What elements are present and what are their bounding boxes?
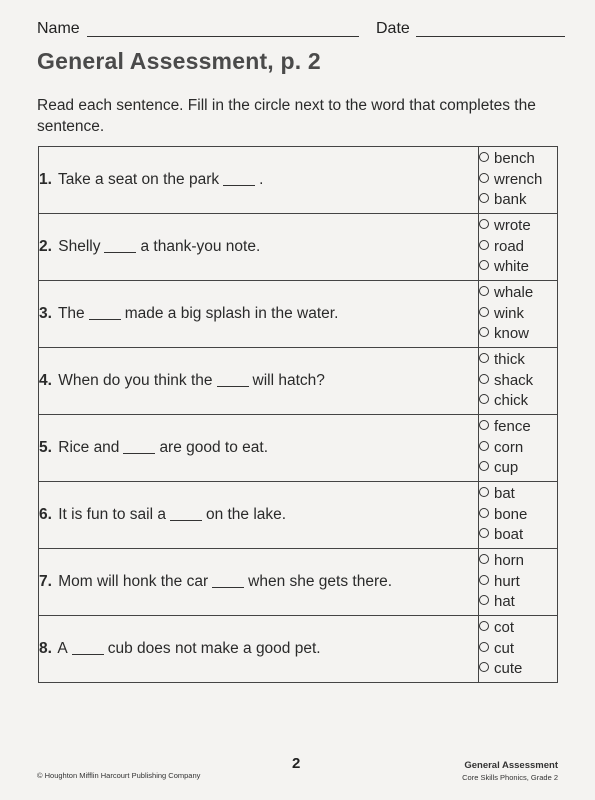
- question-after: a thank-you note.: [140, 238, 261, 255]
- option-label: wink: [494, 304, 525, 322]
- answer-option[interactable]: [479, 572, 557, 593]
- option-label: thick: [494, 351, 525, 369]
- question-table: [38, 146, 558, 683]
- answer-options: [479, 147, 558, 214]
- question-after: .: [259, 171, 264, 188]
- option-label: whale: [494, 284, 534, 302]
- radio-circle-icon[interactable]: [479, 327, 489, 337]
- answer-option[interactable]: [479, 438, 557, 459]
- question-before: Take a seat on the park: [57, 171, 220, 188]
- question-row: [39, 147, 558, 214]
- answer-option[interactable]: [479, 417, 557, 438]
- answer-blank: [217, 386, 249, 387]
- answer-option[interactable]: [479, 190, 557, 211]
- page-title: General Assessment, p. 2: [37, 48, 321, 74]
- question-before: It is fun to sail a: [58, 506, 166, 523]
- question-text: [39, 616, 479, 683]
- option-label: shack: [494, 371, 534, 389]
- question-after: made a big splash in the water.: [124, 305, 339, 322]
- answer-options: [479, 415, 558, 482]
- question-before: When do you think the: [58, 372, 213, 389]
- radio-circle-icon[interactable]: [479, 554, 489, 564]
- question-text: [39, 281, 479, 348]
- answer-option[interactable]: [479, 237, 557, 258]
- answer-blank: [72, 654, 104, 655]
- radio-circle-icon[interactable]: [479, 508, 489, 518]
- radio-circle-icon[interactable]: [479, 595, 489, 605]
- question-number: 1.: [39, 171, 52, 188]
- question-row: [39, 616, 558, 683]
- answer-option[interactable]: [479, 639, 557, 660]
- option-label: cot: [494, 619, 515, 637]
- option-label: fence: [494, 418, 531, 436]
- answer-options: [479, 348, 558, 415]
- option-label: boat: [494, 526, 524, 544]
- option-label: cup: [494, 459, 519, 477]
- answer-option[interactable]: [479, 659, 557, 680]
- instructions: Read each sentence. Fill in the circle next to the word that completes the sentence.: [37, 97, 536, 135]
- name-label: Name: [37, 20, 80, 37]
- question-text: [39, 348, 479, 415]
- answer-option[interactable]: [479, 484, 557, 505]
- date-label: Date: [376, 20, 410, 37]
- footer-info: [462, 760, 558, 782]
- radio-circle-icon[interactable]: [479, 286, 489, 296]
- radio-circle-icon[interactable]: [479, 152, 489, 162]
- answer-option[interactable]: [479, 618, 557, 639]
- answer-options: [479, 616, 558, 683]
- question-row: [39, 482, 558, 549]
- radio-circle-icon[interactable]: [479, 353, 489, 363]
- answer-option[interactable]: [479, 458, 557, 479]
- radio-circle-icon[interactable]: [479, 642, 489, 652]
- answer-option[interactable]: [479, 551, 557, 572]
- question-text: [39, 415, 479, 482]
- option-label: cute: [494, 660, 523, 678]
- question-row: [39, 214, 558, 281]
- radio-circle-icon[interactable]: [479, 240, 489, 250]
- radio-circle-icon[interactable]: [479, 193, 489, 203]
- answer-blank: [223, 185, 255, 186]
- question-text: [39, 147, 479, 214]
- answer-blank: [212, 587, 244, 588]
- radio-circle-icon[interactable]: [479, 575, 489, 585]
- radio-circle-icon[interactable]: [479, 528, 489, 538]
- radio-circle-icon[interactable]: [479, 173, 489, 183]
- question-number: 6.: [39, 506, 52, 523]
- question-row: [39, 281, 558, 348]
- option-label: corn: [494, 438, 524, 456]
- option-label: chick: [494, 392, 529, 410]
- question-text: [39, 482, 479, 549]
- option-label: know: [494, 325, 530, 343]
- answer-options: [479, 281, 558, 348]
- page-number: 2: [292, 755, 301, 772]
- question-text: [39, 549, 479, 616]
- option-label: hat: [494, 593, 515, 611]
- radio-circle-icon[interactable]: [479, 487, 489, 497]
- answer-options: [479, 214, 558, 281]
- option-label: horn: [494, 552, 525, 570]
- answer-option[interactable]: [479, 216, 557, 237]
- question-number: 2.: [39, 238, 52, 255]
- answer-blank: [123, 453, 155, 454]
- name-field[interactable]: [87, 36, 359, 37]
- question-row: [39, 348, 558, 415]
- answer-option[interactable]: [479, 391, 557, 412]
- option-label: bone: [494, 505, 528, 523]
- question-before: Rice and: [58, 439, 120, 456]
- answer-blank: [170, 520, 202, 521]
- answer-option[interactable]: [479, 371, 557, 392]
- date-field[interactable]: [416, 36, 565, 37]
- radio-circle-icon[interactable]: [479, 260, 489, 270]
- option-label: bat: [494, 485, 515, 503]
- footer-title: General Assessment: [464, 760, 558, 771]
- option-label: bank: [494, 191, 527, 209]
- answer-blank: [89, 319, 121, 320]
- answer-option[interactable]: [479, 283, 557, 304]
- answer-options: [479, 549, 558, 616]
- question-after: on the lake.: [205, 506, 287, 523]
- answer-option[interactable]: [479, 592, 557, 613]
- question-after: are good to eat.: [159, 439, 269, 456]
- question-row: [39, 549, 558, 616]
- question-number: 8.: [39, 640, 52, 657]
- radio-circle-icon[interactable]: [479, 621, 489, 631]
- question-before: Mom will honk the car: [58, 573, 209, 590]
- radio-circle-icon[interactable]: [479, 461, 489, 471]
- question-before: The: [57, 305, 85, 322]
- radio-circle-icon[interactable]: [479, 420, 489, 430]
- option-label: bench: [494, 150, 535, 168]
- answer-option[interactable]: [479, 505, 557, 526]
- question-before: Shelly: [58, 238, 101, 255]
- radio-circle-icon[interactable]: [479, 441, 489, 451]
- radio-circle-icon[interactable]: [479, 219, 489, 229]
- question-number: 3.: [39, 305, 52, 322]
- question-number: 7.: [39, 573, 52, 590]
- answer-option[interactable]: [479, 525, 557, 546]
- question-row: [39, 415, 558, 482]
- answer-option[interactable]: [479, 304, 557, 325]
- radio-circle-icon[interactable]: [479, 374, 489, 384]
- option-label: wrote: [494, 217, 531, 235]
- option-label: wrench: [494, 170, 543, 188]
- question-before: A: [57, 640, 68, 657]
- answer-option[interactable]: [479, 257, 557, 278]
- radio-circle-icon[interactable]: [479, 662, 489, 672]
- answer-options: [479, 482, 558, 549]
- question-text: [39, 214, 479, 281]
- answer-option[interactable]: [479, 350, 557, 371]
- radio-circle-icon[interactable]: [479, 394, 489, 404]
- question-after: will hatch?: [252, 372, 325, 389]
- option-label: white: [494, 258, 530, 276]
- question-after: when she gets there.: [248, 573, 393, 590]
- option-label: road: [494, 237, 525, 255]
- question-after: cub does not make a good pet.: [107, 640, 321, 657]
- option-label: cut: [494, 639, 515, 657]
- name-date-header: [37, 20, 565, 40]
- option-label: hurt: [494, 572, 520, 590]
- answer-option[interactable]: [479, 170, 557, 191]
- question-number: 4.: [39, 372, 52, 389]
- answer-option[interactable]: [479, 149, 557, 170]
- footer-subtitle: Core Skills Phonics, Grade 2: [462, 773, 558, 782]
- answer-blank: [104, 252, 136, 253]
- question-number: 5.: [39, 439, 52, 456]
- answer-option[interactable]: [479, 324, 557, 345]
- radio-circle-icon[interactable]: [479, 307, 489, 317]
- copyright: © Houghton Mifflin Harcourt Publishing Company: [37, 771, 201, 780]
